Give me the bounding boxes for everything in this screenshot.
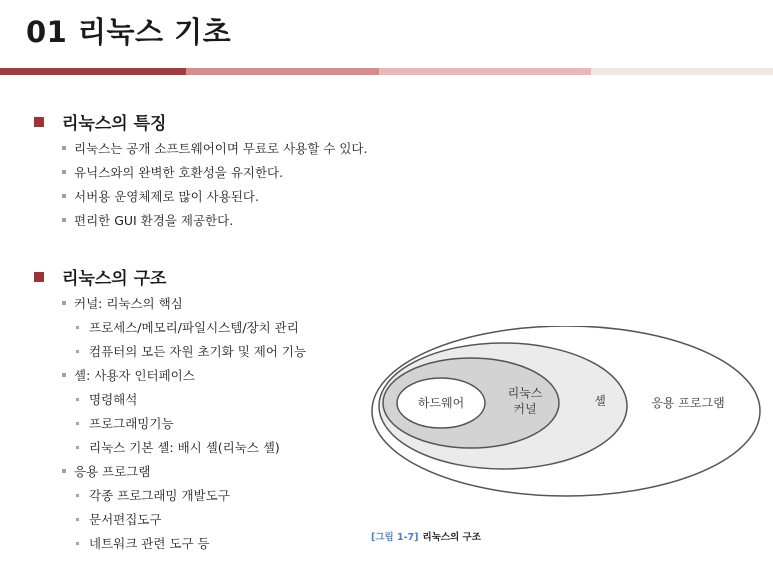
sub-list-item-text: 네트워크 관련 도구 등 — [89, 536, 210, 551]
sub-list-item-text: 문서편집도구 — [89, 512, 162, 527]
hardware-label: 하드웨어 — [417, 396, 465, 410]
list-item-text: 셸: 사용자 인터페이스 — [74, 368, 195, 383]
list-item-text: 커널: 리눅스의 핵심 — [74, 296, 183, 311]
sub-list-item-text: 프로세스/메모리/파일시스템/장치 관리 — [89, 320, 299, 335]
bar-segment-1 — [0, 68, 186, 75]
bullet-icon — [62, 170, 66, 174]
figure-number: [그림 1-7] — [371, 532, 419, 543]
section-heading-features — [34, 109, 166, 134]
sub-bullet-icon — [76, 518, 79, 521]
sub-bullet-icon — [76, 398, 79, 401]
list-item — [62, 187, 259, 205]
list-item-shell — [62, 366, 195, 384]
shell-label: 셸 — [594, 394, 606, 408]
kernel-label-line1: 리눅스 — [507, 386, 543, 400]
sub-list-item — [76, 438, 280, 456]
list-item-text: 편리한 GUI 환경을 제공한다. — [74, 213, 234, 228]
sub-bullet-icon — [76, 422, 79, 425]
section-heading-text: 리눅스의 구조 — [62, 269, 167, 289]
list-item-text: 유닉스와의 완벽한 호환성을 유지한다. — [74, 165, 284, 180]
figure-caption — [371, 529, 481, 543]
sub-bullet-icon — [76, 326, 79, 329]
list-item-text: 서버용 운영체제로 많이 사용된다. — [74, 189, 259, 204]
list-item — [62, 139, 367, 157]
section-heading-text: 리눅스의 특징 — [62, 114, 167, 134]
sub-list-item-text: 명령해석 — [89, 392, 138, 407]
page-title: 01 리눅스 기초 — [26, 15, 232, 49]
bullet-icon — [62, 146, 66, 150]
list-item — [62, 211, 233, 229]
list-item-applications — [62, 462, 150, 480]
sub-bullet-icon — [76, 494, 79, 497]
sub-list-item — [76, 390, 137, 408]
list-item — [62, 163, 283, 181]
bar-segment-4 — [591, 68, 773, 75]
list-item-kernel — [62, 294, 183, 312]
figure-caption-text: 리눅스의 구조 — [422, 532, 481, 543]
bullet-icon — [62, 194, 66, 198]
bullet-icon — [62, 218, 66, 222]
sub-list-item — [76, 510, 161, 528]
list-item-text: 응용 프로그램 — [74, 464, 151, 479]
bar-segment-2 — [186, 68, 379, 75]
sub-bullet-icon — [76, 542, 79, 545]
section-bullet-square — [34, 117, 44, 127]
sub-list-item-text: 리눅스 기본 셸: 배시 셸(리눅스 셸) — [89, 440, 280, 455]
application-label: 응용 프로그램 — [651, 396, 725, 410]
title-divider-bar — [0, 68, 773, 75]
linux-structure-diagram — [368, 326, 768, 502]
sub-list-item — [76, 486, 230, 504]
sub-bullet-icon — [76, 446, 79, 449]
sub-list-item-text: 프로그래밍기능 — [89, 416, 174, 431]
sub-list-item — [76, 414, 174, 432]
bullet-icon — [62, 301, 66, 305]
sub-list-item — [76, 534, 210, 552]
sub-list-item — [76, 318, 299, 336]
list-item-text: 리눅스는 공개 소프트웨어이며 무료로 사용할 수 있다. — [74, 141, 368, 156]
sub-bullet-icon — [76, 350, 79, 353]
section-heading-structure — [34, 264, 166, 289]
bar-segment-3 — [379, 68, 591, 75]
sub-list-item — [76, 342, 306, 360]
kernel-label-line2: 커널 — [513, 402, 537, 416]
bullet-icon — [62, 373, 66, 377]
sub-list-item-text: 각종 프로그래밍 개발도구 — [89, 488, 230, 503]
sub-list-item-text: 컴퓨터의 모든 자원 초기화 및 제어 기능 — [89, 344, 307, 359]
section-bullet-square — [34, 272, 44, 282]
bullet-icon — [62, 469, 66, 473]
